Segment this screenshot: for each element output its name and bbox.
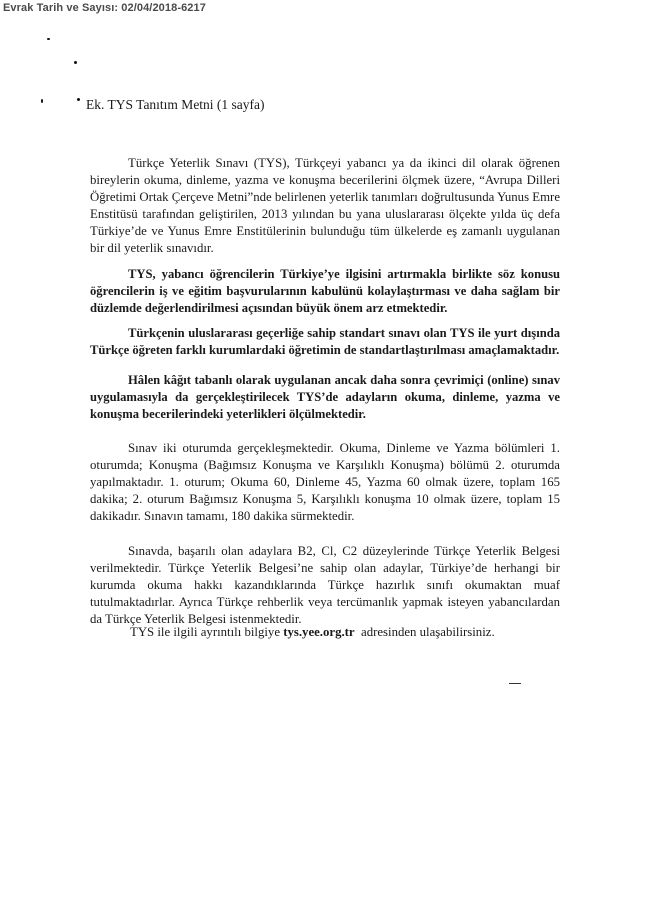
scan-speck	[77, 98, 80, 101]
document-stamp-header: Evrak Tarih ve Sayısı: 02/04/2018-6217	[3, 2, 206, 14]
paragraph-tys-importance: TYS, yabancı öğrencilerin Türkiye’ye ilgisini artırmakla birlikte söz konusu öğrencilerin iş ve eğitim başvurularının kabulünü kolaylaştırması ve daha sağlam bir düzlemde değerlendirilmesi açısından büyük önem arz etmektedir.	[90, 267, 560, 315]
paragraph-standardization: Türkçenin uluslararası geçerliğe sahip standart sınavı olan TYS ile yurt dışında Türkçe öğreten farklı kurumlardaki öğretimin de standartlaştırılması amaçlamaktadır.	[90, 326, 560, 357]
contact-line	[130, 624, 495, 641]
paragraph-certificate: Sınavda, başarılı olan adaylara B2, Cl, C2 düzeylerinde Türkçe Yeterlik Belgesi verilmektedir. Türkçe Yeterlik Belgesi’ne sahip olan adaylar, Türkiye’de herhangi bir kurumda okuma hakkı kazandıklarında Türkçe hazırlık sınıfı okumaktan muaf tutulmaktadırlar. Ayrıca Türkçe rehberlik veya tercümanlık yapmak isteyen yabancılardan da Türkçe Yeterlik Belgesi istenmektedir.	[90, 544, 560, 626]
contact-text-after: adresinden ulaşabilirsiniz.	[354, 625, 495, 639]
contact-text-before: TYS ile ilgili ayrıntılı bilgiye	[130, 625, 284, 639]
paragraph-tys-definition: Türkçe Yeterlik Sınavı (TYS), Türkçeyi yabancı ya da ikinci dil olarak öğrenen bireylerin okuma, dinleme, yazma ve konuşma becerilerini ölçmek üzere, “Avrupa Dilleri Öğretimi Ortak Çerçeve Metni”nde belirlenen yeterlik tanımları doğrultusunda Yunus Emre Enstitüsü tarafından geliştirilen, 2013 yılından bu yana uluslararası ölçekte yılda üç defa Türkiye’de ve Yunus Emre Enstitülerinin bulunduğu tüm ülkelerde eş zamanlı uygulanan bir dil yeterlik sınavıdır.	[90, 156, 560, 255]
attachment-line: Ek. TYS Tanıtım Metni (1 sayfa)	[86, 97, 265, 112]
scan-mark	[509, 683, 521, 684]
scan-speck	[47, 38, 50, 40]
scan-speck	[41, 99, 43, 103]
paragraph-exam-format: Hâlen kâğıt tabanlı olarak uygulanan ancak daha sonra çevrimiçi (online) sınav uygulamasıyla da gerçekleştirilecek TYS’de adayların okuma, dinleme, yazma ve konuşma becerilerindeki yeterlikleri ölçülmektedir.	[90, 373, 560, 421]
paragraph-exam-sessions: Sınav iki oturumda gerçekleşmektedir. Okuma, Dinleme ve Yazma bölümleri 1. oturumda; Konuşma (Bağımsız Konuşma ve Karşılıklı Konuşma) bölümü 2. oturumda yapılmaktadır. 1. oturum; Okuma 60, Dinleme 45, Yazma 60 olmak üzere, toplam 165 dakika; 2. oturum Bağımsız Konuşma 5, Karşılıklı konuşma 10 olmak üzere, toplam 15 dakikadır. Sınavın tamamı, 180 dakika sürmektedir.	[90, 441, 560, 523]
website-link[interactable]: tys.yee.org.tr	[283, 625, 355, 639]
scan-speck	[74, 61, 77, 64]
